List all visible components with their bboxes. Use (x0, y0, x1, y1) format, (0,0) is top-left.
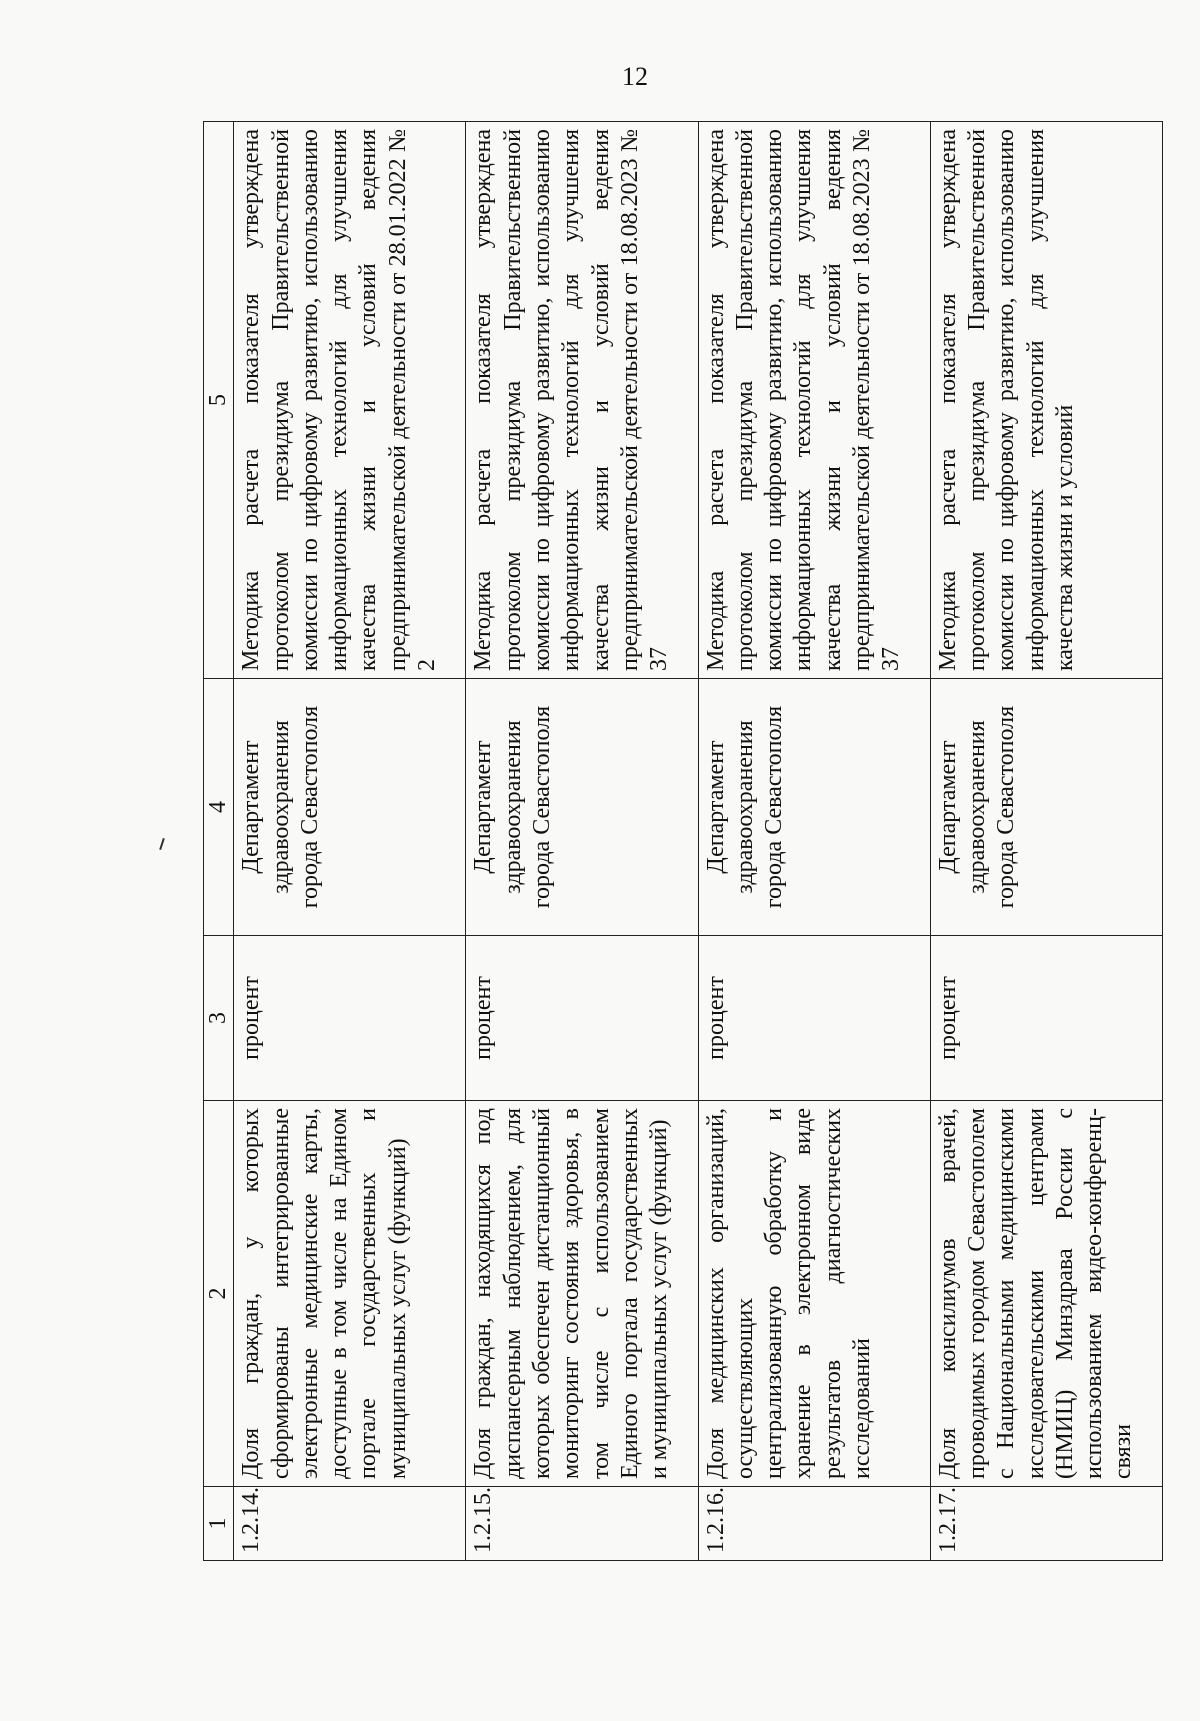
row-number: 1.2.16. (698, 1487, 930, 1561)
indicators-table (203, 121, 1163, 1561)
scan-speck (159, 838, 165, 850)
rotated-table-content (203, 122, 1163, 1561)
table-row (234, 122, 466, 1561)
responsible-department: Департамент здравоохранения города Севастополя (698, 679, 930, 936)
indicator-name: Доля медицинских организаций, осуществляющих централизованную обработку и хранение в электронном виде результатов диагностических исследований (698, 1101, 930, 1487)
page-number: 12 (622, 62, 648, 91)
calculation-method: Методика расчета показателя утверждена протоколом президиума Правительственной комиссии по цифровому развитию, использованию информационных технологий для улучшения качества жизни и условий (930, 122, 1162, 679)
calculation-method: Методика расчета показателя утверждена протоколом президиума Правительственной комиссии по цифровому развитию, использованию информационных технологий для улучшения качества жизни и условий ведения предпринимательской деятельности от 18.08.2023 № 37 (466, 122, 698, 679)
col-header-1: 1 (204, 1487, 234, 1561)
indicator-name: Доля граждан, находящихся под диспансерным наблюдением, для которых обеспечен дистанционный мониторинг состояния здоровья, в том числе с использованием Единого портала государственных и муниципальных услуг (функций) (466, 1101, 698, 1487)
col-header-5: 5 (204, 122, 234, 679)
indicator-name: Доля граждан, у которых сформированы интегрированные электронные медицинские карты, доступные в том числе на Едином портале государственных и муниципальных услуг (функций) (234, 1101, 466, 1487)
calculation-method: Методика расчета показателя утверждена протоколом президиума Правительственной комиссии по цифровому развитию, использованию информационных технологий для улучшения качества жизни и условий ведения предпринимательской деятельности от 18.08.2023 № 37 (698, 122, 930, 679)
responsible-department: Департамент здравоохранения города Севастополя (930, 679, 1162, 936)
unit-of-measure: процент (234, 936, 466, 1101)
row-number: 1.2.17. (930, 1487, 1162, 1561)
rotated-table-frame (203, 122, 1163, 1561)
table-row (698, 122, 930, 1561)
col-header-4: 4 (204, 679, 234, 936)
unit-of-measure: процент (930, 936, 1162, 1101)
calculation-method: Методика расчета показателя утверждена протоколом президиума Правительственной комиссии по цифровому развитию, использованию информационных технологий для улучшения качества жизни и условий ведения предпринимательской деятельности от 28.01.2022 № 2 (234, 122, 466, 679)
row-number: 1.2.15. (466, 1487, 698, 1561)
table-row (930, 122, 1162, 1561)
unit-of-measure: процент (466, 936, 698, 1101)
table-header-row (204, 122, 234, 1561)
col-header-2: 2 (204, 1101, 234, 1487)
responsible-department: Департамент здравоохранения города Севастополя (466, 679, 698, 936)
row-number: 1.2.14. (234, 1487, 466, 1561)
col-header-3: 3 (204, 936, 234, 1101)
unit-of-measure: процент (698, 936, 930, 1101)
indicator-name: Доля консилиумов врачей, проводимых городом Севастополем с Национальными медицинскими исследовательскими центрами (НМИЦ) Минздрава России с использованием видео-конференц-связи (930, 1101, 1162, 1487)
table-row (466, 122, 698, 1561)
responsible-department: Департамент здравоохранения города Севастополя (234, 679, 466, 936)
